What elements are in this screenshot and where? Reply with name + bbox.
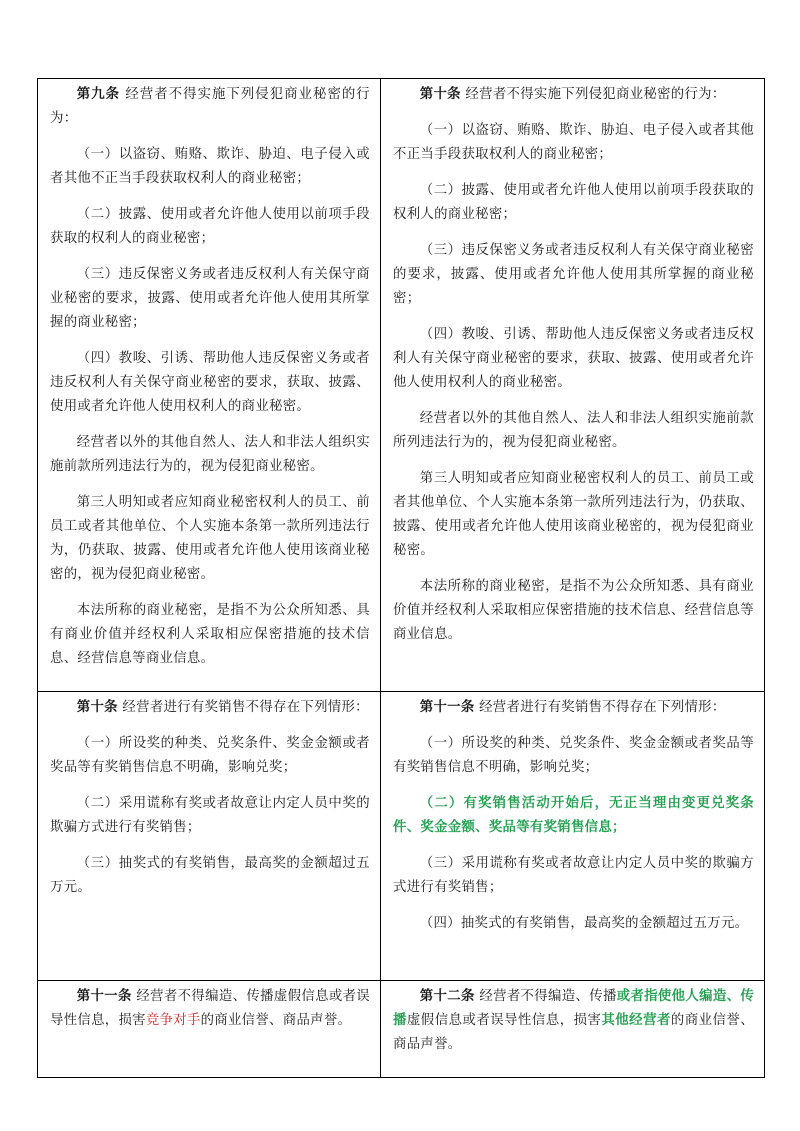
clause: （三）违反保密义务或者违反权利人有关保守商业秘密的要求，披露、使用或者允许他人使用其所掌握的商业秘密；: [393, 243, 754, 306]
clause: （一）所设奖的种类、兑奖条件、奖金金额或者奖品等有奖销售信息不明确，影响兑奖；: [50, 736, 370, 775]
clause: （四）抽奖式的有奖销售，最高奖的金额超过五万元。: [419, 916, 749, 931]
added-text: 其他经营者: [601, 1013, 671, 1028]
article-heading: 第十条 经营者进行有奖销售不得存在下列情形：: [76, 700, 369, 715]
clause: 第三人明知或者应知商业秘密权利人的员工、前员工或者其他单位、个人实施本条第一款所列违法行为，仍获取、披露、使用或者允许他人使用该商业秘密的，视为侵犯商业秘密。: [50, 495, 370, 582]
clause: （三）采用谎称有奖或者故意让内定人员中奖的欺骗方式进行有奖销售；: [393, 856, 754, 895]
clause: （二）披露、使用或者允许他人使用以前项手段获取的权利人的商业秘密；: [50, 207, 370, 246]
clause: （二）披露、使用或者允许他人使用以前项手段获取的权利人的商业秘密；: [393, 183, 754, 222]
new-article-10: [381, 79, 765, 692]
table-row: [38, 692, 765, 981]
clause: （一）以盗窃、贿赂、欺诈、胁迫、电子侵入或者其他不正当手段获取权利人的商业秘密；: [393, 123, 754, 162]
clause: （一）以盗窃、贿赂、欺诈、胁迫、电子侵入或者其他不正当手段获取权利人的商业秘密；: [50, 147, 370, 186]
table-row: [38, 79, 765, 692]
article-text: 第十一条 经营者不得编造、传播虚假信息或者误导性信息，损害竞争对手的商业信誉、商品声誉。: [50, 989, 371, 1028]
article-heading: 第九条 经营者不得实施下列侵犯商业秘密的行为：: [50, 87, 370, 126]
clause: （一）所设奖的种类、兑奖条件、奖金金额或者奖品等有奖销售信息不明确，影响兑奖；: [393, 736, 754, 775]
clause: 本法所称的商业秘密，是指不为公众所知悉、具有商业价值并经权利人采取相应保密措施的技术信息、经营信息等商业信息。: [393, 579, 754, 642]
clause: （四）教唆、引诱、帮助他人违反保密义务或者违反权利人有关保守商业秘密的要求，获取、披露、使用或者允许他人使用权利人的商业秘密。: [50, 351, 370, 414]
deleted-text: 竞争对手: [145, 1013, 201, 1028]
old-article-11: [38, 981, 381, 1078]
clause: （四）教唆、引诱、帮助他人违反保密义务或者违反权利人有关保守商业秘密的要求，获取、披露、使用或者允许他人使用权利人的商业秘密。: [393, 327, 754, 390]
clause: 经营者以外的其他自然人、法人和非法人组织实施前款所列违法行为的，视为侵犯商业秘密。: [50, 435, 370, 474]
comparison-table: [37, 78, 765, 1078]
article-heading: 第十一条 经营者进行有奖销售不得存在下列情形：: [419, 700, 726, 715]
clause: （三）抽奖式的有奖销售，最高奖的金额超过五万元。: [50, 856, 370, 895]
clause: 经营者以外的其他自然人、法人和非法人组织实施前款所列违法行为的，视为侵犯商业秘密。: [393, 411, 754, 450]
old-article-10: [38, 692, 381, 981]
new-article-12: [381, 981, 765, 1078]
article-heading: 第十条 经营者不得实施下列侵犯商业秘密的行为：: [419, 87, 726, 102]
clause: （三）违反保密义务或者违反权利人有关保守商业秘密的要求，披露、使用或者允许他人使用其所掌握的商业秘密；: [50, 267, 370, 330]
clause: 第三人明知或者应知商业秘密权利人的员工、前员工或者其他单位、个人实施本条第一款所列违法行为，仍获取、披露、使用或者允许他人使用该商业秘密的，视为侵犯商业秘密。: [393, 471, 754, 558]
table-row: [38, 981, 765, 1078]
clause: 本法所称的商业秘密，是指不为公众所知悉、具有商业价值并经权利人采取相应保密措施的技术信息、经营信息等商业信息。: [50, 603, 370, 666]
old-article-9: [38, 79, 381, 692]
article-text: 第十二条 经营者不得编造、传播或者指使他人编造、传播虚假信息或者误导性信息，损害其他经营者的商业信誉、商品声誉。: [393, 989, 755, 1052]
new-article-11: [381, 692, 765, 981]
clause: （二）采用谎称有奖或者故意让内定人员中奖的欺骗方式进行有奖销售；: [50, 796, 370, 835]
added-clause: （二）有奖销售活动开始后，无正当理由变更兑奖条件、奖金金额、奖品等有奖销售信息；: [393, 796, 754, 835]
added-text: 或者指使他人编造、传播: [393, 989, 755, 1028]
